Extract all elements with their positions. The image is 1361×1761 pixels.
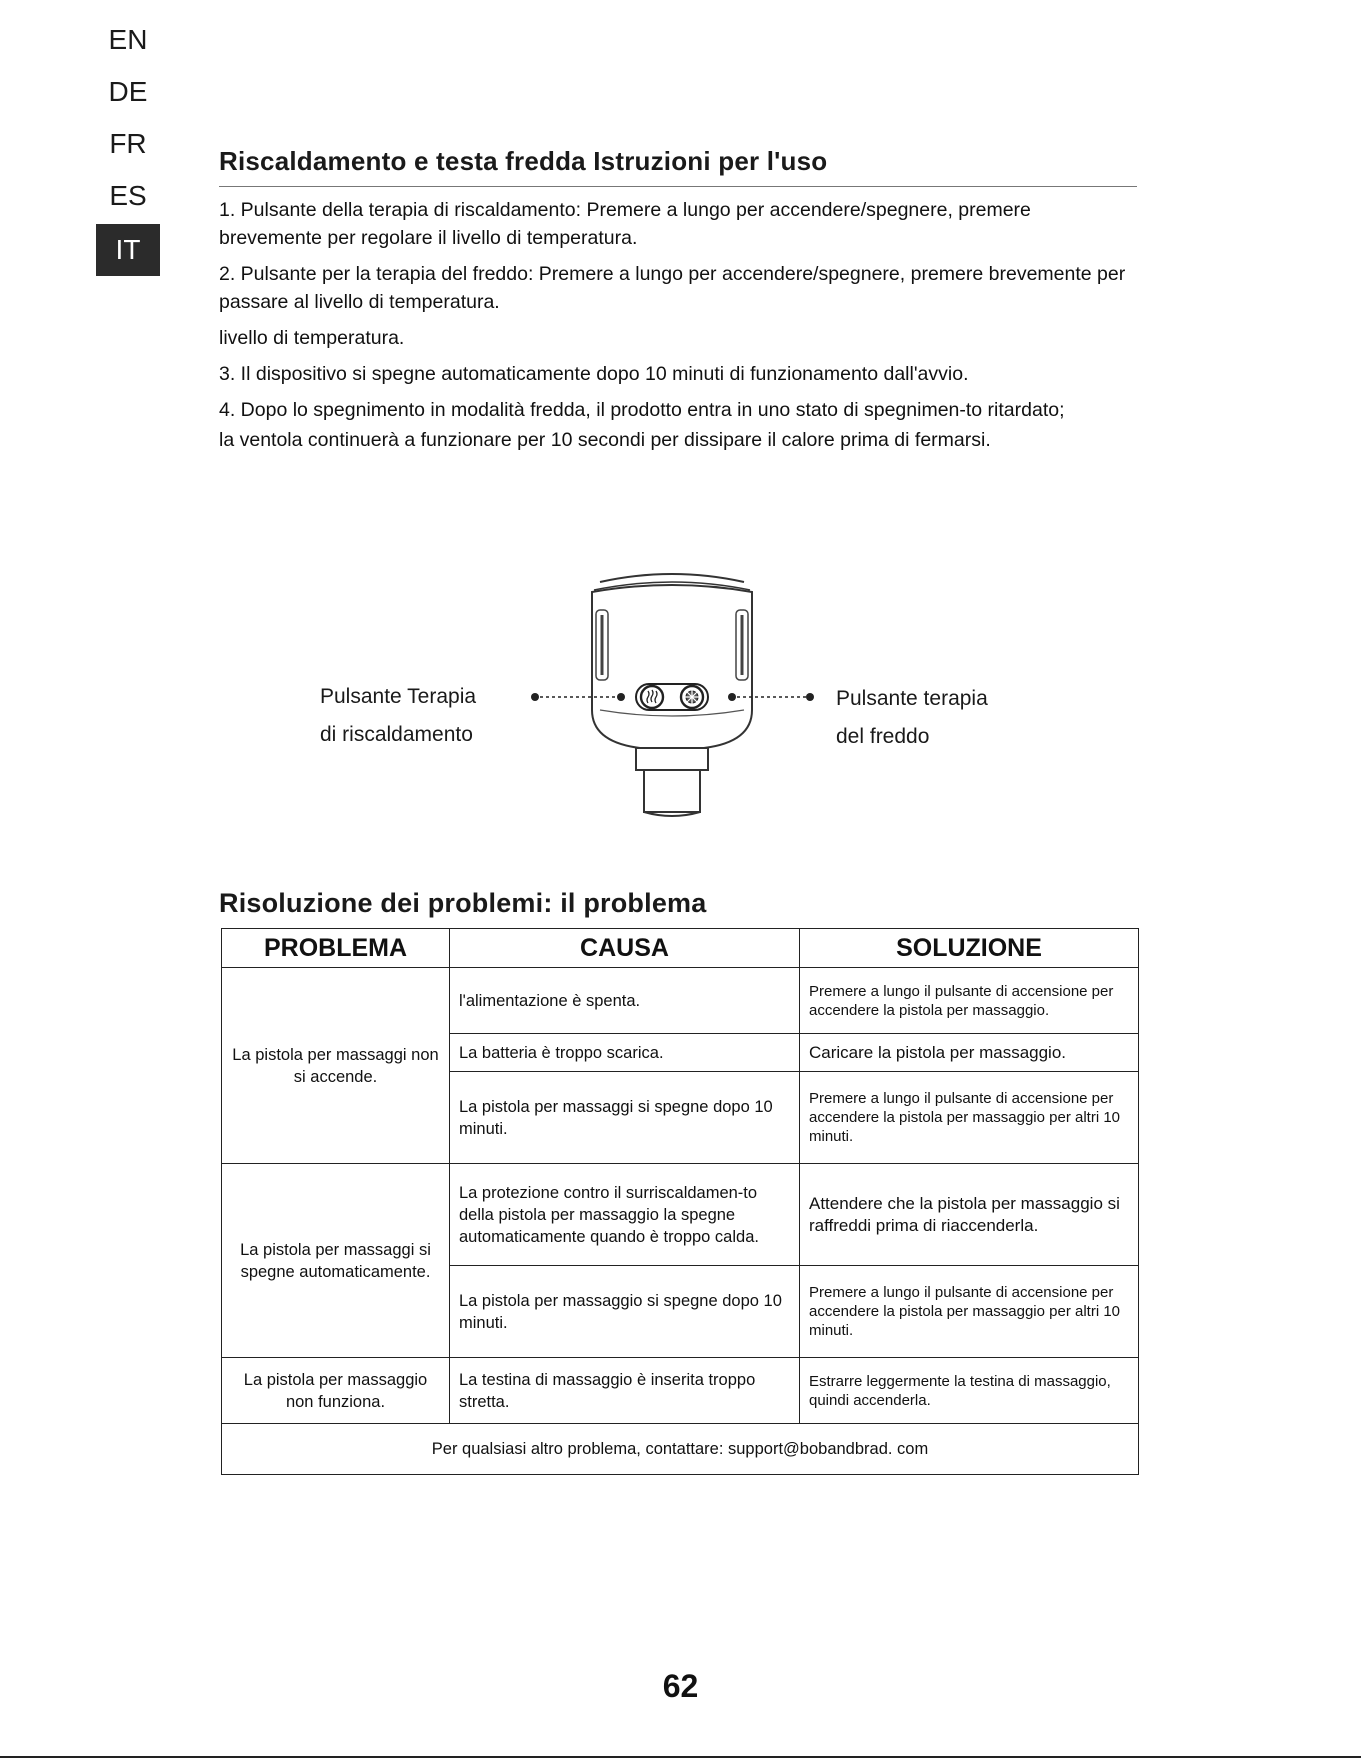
language-tab-en[interactable]: EN	[108, 24, 148, 55]
header-cause: CAUSA	[450, 929, 800, 968]
cause-cell: La pistola per massaggio si spegne dopo 10 minuti.	[450, 1266, 800, 1358]
instruction-3: 3. Il dispositivo si spegne automaticamente dopo 10 minuti di funzionamento dall'avvio.	[219, 363, 969, 385]
table-row	[222, 1358, 1139, 1424]
solution-cell: Attendere che la pistola per massaggio si raffreddi prima di riaccenderla.	[800, 1164, 1139, 1266]
language-tab-it[interactable]: IT	[96, 224, 160, 276]
cold-button-label-line2: del freddo	[836, 725, 930, 748]
heat-button-label-line2: di riscaldamento	[320, 723, 473, 746]
title-divider	[219, 186, 1137, 187]
solution-cell: Premere a lungo il pulsante di accensione per accendere la pistola per massaggio per altri 10 minuti.	[800, 1072, 1139, 1164]
instruction-2: 2. Pulsante per la terapia del freddo: Premere a lungo per accendere/spegnere, premere brevemente per passare al livello di temperatura.	[219, 263, 1126, 313]
cold-button-label	[836, 680, 988, 756]
cause-cell: La batteria è troppo scarica.	[450, 1034, 800, 1072]
solution-cell: Estrarre leggermente la testina di massaggio, quindi accenderla.	[800, 1358, 1139, 1424]
instruction-1: 1. Pulsante della terapia di riscaldamento: Premere a lungo per accendere/spegnere, premere brevemente per regolare il livello di temperatura.	[219, 199, 1031, 249]
cause-cell: La protezione contro il surriscaldamen-to della pistola per massaggio la spegne automaticamente quando è troppo calda.	[450, 1164, 800, 1266]
table-row	[222, 968, 1139, 1034]
instruction-4-continued: la ventola continuerà a funzionare per 10 secondi per dissipare il calore prima di fermarsi.	[219, 429, 991, 451]
instruction-2-continued: livello di temperatura.	[219, 327, 405, 349]
table-row	[222, 1164, 1139, 1266]
massage-head-illustration	[0, 560, 1361, 840]
table-footer-row	[222, 1424, 1139, 1475]
solution-cell: Premere a lungo il pulsante di accensione per accendere la pistola per massaggio per altri 10 minuti.	[800, 1266, 1139, 1358]
language-tabs	[96, 14, 160, 276]
language-tab-es[interactable]: ES	[109, 180, 147, 211]
bottom-divider	[0, 1756, 1361, 1758]
snowflake-icon[interactable]	[681, 686, 703, 708]
troubleshooting-table	[221, 928, 1139, 1475]
device-diagram	[0, 560, 1361, 840]
instructions-title: Riscaldamento e testa fredda Istruzioni per l'uso	[219, 146, 828, 176]
troubleshooting-title: Risoluzione dei problemi: il problema	[219, 888, 707, 918]
problem-cell: La pistola per massaggio non funziona.	[222, 1358, 450, 1424]
heat-button-label-line1: Pulsante Terapia	[320, 685, 477, 708]
header-problem: PROBLEMA	[222, 929, 450, 968]
instruction-4: 4. Dopo lo spegnimento in modalità fredda, il prodotto entra in uno stato di spegnimen-to ritardato;	[219, 399, 1065, 421]
language-tab-de[interactable]: DE	[108, 76, 148, 107]
solution-cell: Caricare la pistola per massaggio.	[800, 1034, 1139, 1072]
cold-button-label-line1: Pulsante terapia	[836, 687, 988, 710]
cause-cell: l'alimentazione è spenta.	[450, 968, 800, 1034]
problem-cell: La pistola per massaggi si spegne automaticamente.	[222, 1164, 450, 1358]
language-tab-fr[interactable]: FR	[109, 128, 147, 159]
heat-icon[interactable]	[641, 686, 663, 708]
header-solution: SOLUZIONE	[800, 929, 1139, 968]
support-contact[interactable]: Per qualsiasi altro problema, contattare: support@bobandbrad. com	[222, 1424, 1139, 1475]
problem-cell: La pistola per massaggi non si accende.	[222, 968, 450, 1164]
page-number: 62	[662, 1668, 699, 1704]
cause-cell: La testina di massaggio è inserita troppo stretta.	[450, 1358, 800, 1424]
instructions-body	[219, 196, 1139, 462]
heat-button-label	[320, 678, 476, 754]
cause-cell: La pistola per massaggi si spegne dopo 10 minuti.	[450, 1072, 800, 1164]
solution-cell: Premere a lungo il pulsante di accensione per accendere la pistola per massaggio.	[800, 968, 1139, 1034]
table-header-row	[222, 929, 1139, 968]
